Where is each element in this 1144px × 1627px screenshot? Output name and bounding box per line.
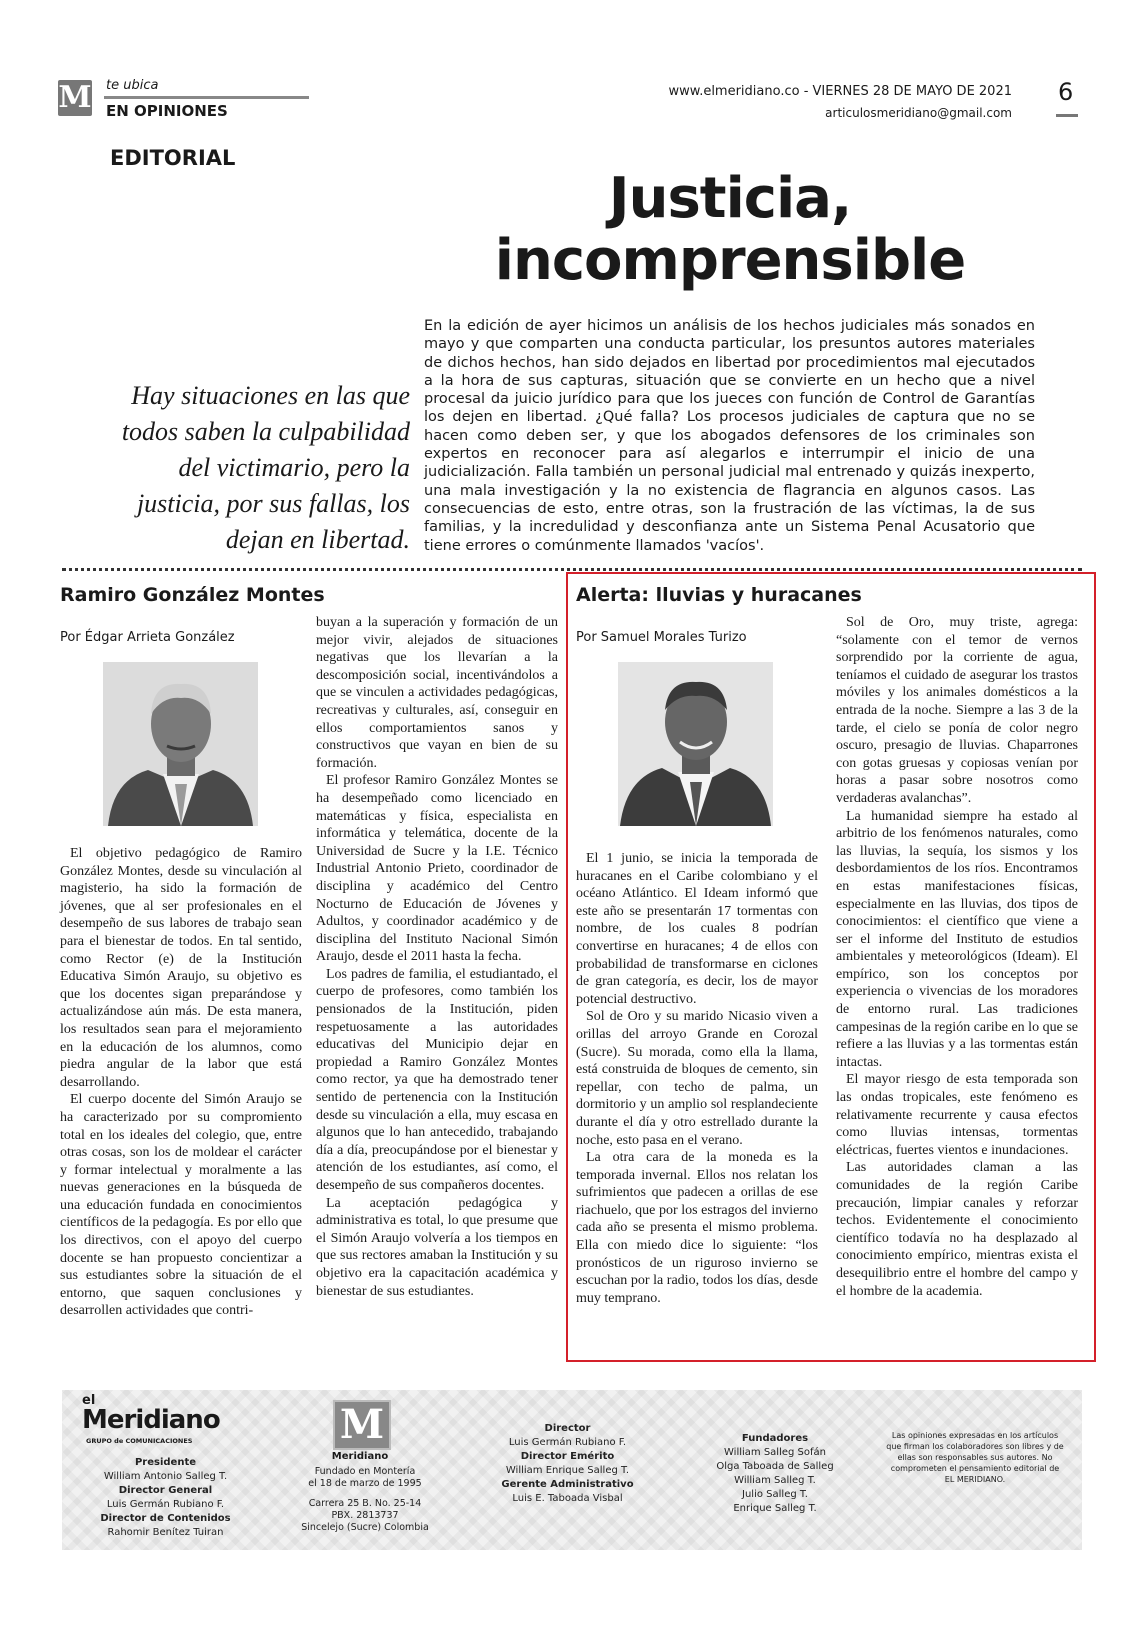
emblem-name: Meridiano <box>331 1451 389 1462</box>
person-name: William Salleg Sofán <box>724 1447 826 1458</box>
page-number-underline <box>1056 114 1078 117</box>
paragraph: Sol de Oro, muy triste, agrega: “solamente con el temor de vernos sorprendido por la corriente de agua, teníamos el cuidado de asegurar los trastos móviles y los animales domésticos a la entrada de la noche. Siempre a las 3 de la tarde, el cielo se ponía de color negro oscuro, presagio de lluvias. Chaparrones con gotas gruesas y copiosas venían por horas a pasar sobre nosotros como verdaderas avalanchas”. <box>836 615 1078 806</box>
tagline: te ubica <box>106 78 159 93</box>
footer-founders <box>695 1432 855 1516</box>
brand-prefix: el <box>82 1393 96 1408</box>
address-line: Sincelejo (Sucre) Colombia <box>301 1522 429 1533</box>
editorial-body: En la edición de ayer hicimos un análisis de los hechos judiciales más sonados en mayo y que comparten una conducta particular, los presuntos autores materiales de dichos hechos, han sido dejados en libertad por procedimientos mal ejecutados a la hora de sus capturas, situación que se convierte en un hecho que a nivel procesal da juicio jurídico para que los jueces con función de Control de Garantías los dejen en libertad. ¿Qué falla? Los procesos judiciales de captura que no se hacen como deben ser, y que los abogados defensores de los criminales son expertos en reconocer para así alegarlos e interrumpir el inicio de una judicialización. Falla también un personal judicial mal entrenado y quizás inexperto, una mala investigación y la no existencia de flagrancia en algunos casos. Las consecuencias de esto, entre otras, son la frustración de las víctimas, la de sus familias, y la incredulidad y desconfianza ante un Sistema Penal Acusatorio que tiene errores o comúnmente llamados 'vacíos'. <box>424 318 1035 554</box>
person-name: Enrique Salleg T. <box>733 1503 817 1514</box>
editorial-label: EDITORIAL <box>110 146 236 170</box>
paragraph: El mayor riesgo de esta temporada son las ondas tropicales, este fenómeno es relativamente recurrente y causa efectos como lluvias intensas, tormentas eléctricas, fuertes vientos e inundaciones. <box>836 1072 1078 1158</box>
paragraph: La aceptación pedagógica y administrativa es total, lo que presume que el Simón Araujo volvería a los tiempos en que sus rectores amaban la Institución y su objetivo era la capacitación académica y bienestar de sus estudiantes. <box>316 1195 558 1299</box>
article-title: Alerta: lluvias y huracanes <box>576 584 862 606</box>
author-photo <box>618 662 773 826</box>
editorial-headline <box>430 168 1030 292</box>
paragraph: buyan a la superación y formación de un mejor vivir, alejados de situaciones negativas que los llevarían a la descomposición social, incentivándolos a que se vinculen a actividades pedagógicas, recreativas y culturales, así, conseguir en ellos comportamientos sanos y constructivos que vayan en bien de su formación. <box>316 615 558 771</box>
role-label: Director <box>544 1423 591 1434</box>
person-name: Luis Germán Rubiano F. <box>106 1499 225 1510</box>
paragraph: Los padres de familia, el estudiantado, el cuerpo de profesores, como también los pensionados de la Institución, piden respetuosamente a las autoridades educativas del Municipio dejar en propiedad a Ramiro González Montes como rector, ya que ha demostrado tener sentido de pertenencia con la Institución desde su vinculación a ella, muy escasa en algunos que lo han antecedido, trabajando día a día, preocupándose por el bienestar y atención de los estudiantes, así como, el desempeño de sus compañeros docentes. <box>316 966 558 1193</box>
person-name: Luis Germán Rubiano F. <box>508 1437 627 1448</box>
paragraph: El profesor Ramiro González Montes se ha desempeñado como licenciado en matemáticas y física, especialista en informática y telemática, docente de la Universidad de Sucre y la I.E. Técnico Industrial Antonio Prieto, coordinador de disciplina y académico del Centro Nocturno de Educación de Jóvenes y Adultos, y coordinador académico y de disciplina del Instituto Nacional Simón Araujo, desde el 2011 hasta la fecha. <box>316 773 558 965</box>
article-column-1 <box>60 845 302 1320</box>
author-photo <box>103 662 258 826</box>
meridiano-logo: M <box>58 80 92 115</box>
paragraph: La humanidad siempre ha estado al arbitrio de los fenómenos naturales, como las lluvias, la sequía, los sismos y los desbordamientos de los ríos. Encontramos en estas manifestaciones físicas, especialmente en las lluvias, dos tipos de conocimientos: el científico que viene a ser el informe del Instituto de estudios ambientales y meteorológicos (Ideam). El empírico, son los conceptos por experiencia o vivencias de los moradores de entorno rural. Las tradiciones campesinas de la región caribe en lo que se refiere a las lluvias y a las tormentas están intactas. <box>836 808 1078 1070</box>
role-label: Director Emérito <box>520 1451 615 1462</box>
footer-executives <box>78 1456 253 1540</box>
role-label: Gerente Administrativo <box>501 1479 634 1490</box>
article-column-2 <box>316 614 558 1300</box>
section-name: EN OPINIONES <box>106 102 228 120</box>
section-divider <box>104 96 309 99</box>
role-label: Fundadores <box>741 1433 809 1444</box>
dotted-divider <box>62 568 1082 571</box>
article-byline: Por Samuel Morales Turizo <box>576 630 747 645</box>
headline-line-1: Justicia, <box>608 166 852 231</box>
paragraph: El 1 junio, se inicia la temporada de huracanes en el Caribe colombiano y el océano Atlántico. El Ideam informó que este año se presentarán 17 tormentas con nombre, de los cuales 8 podrían convertirse en huracanes; 4 de ellos con probabilidad de transformarse en ciclones de gran categoría, es decir, los de mayor potencial destructivo. <box>576 851 818 1007</box>
article-byline: Por Édgar Arrieta González <box>60 630 235 645</box>
brand-subtitle: GRUPO de COMUNICACIONES <box>86 1437 193 1445</box>
person-name: Olga Taboada de Salleg <box>716 1461 834 1472</box>
paragraph: El objetivo pedagógico de Ramiro González Montes, desde su vinculación al magisterio, ha sido la formación de jóvenes, que al ser profesionales en el desempeño de sus labores de trabajo sean para el bienestar de todos. En tal sentido, como Rector (e) de la Institución Educativa Simón Araujo, su objetivo es que los docentes sigan preparándose y actualizándose aún más. De esta manera, los resultados sean para el mejoramiento en la educación de los alumnos, como piedra angular de la labor que está desarrollando. <box>60 846 302 1090</box>
footer-directors <box>480 1422 655 1506</box>
paragraph: La otra cara de la moneda es la temporada invernal. Ellos nos relatan los sufrimientos que padecen a orillas de ese riachuelo, que por los estragos del invierno cada año se presenta el mismo problema. Ella con miedo dice lo siguiente: “los pronósticos de un riguroso invierno se escuchan por la radio, todos los días, desde muy temprano. <box>576 1150 818 1306</box>
address-line: PBX. 2813737 <box>331 1510 399 1521</box>
founded-line: el 18 de marzo de 1995 <box>308 1478 422 1489</box>
article-column-1 <box>576 850 818 1307</box>
person-name: Julio Salleg T. <box>742 1489 808 1500</box>
contact-email: articulosmeridiano@gmail.com <box>825 106 1012 120</box>
role-label: Presidente <box>134 1457 197 1468</box>
person-name: Luis E. Taboada Visbal <box>512 1493 623 1504</box>
person-name: Rahomir Benítez Tuiran <box>107 1527 224 1538</box>
article-title: Ramiro González Montes <box>60 584 325 606</box>
paragraph: Sol de Oro y su marido Nicasio viven a orillas del arroyo Grande en Corozal (Sucre). Su morada, como ella la llama, está construida de bloques de cemento, sin repellar, con techo de palma, un dormitorio y un amplio sol resplandeciente durante el día y otro estrellado durante la noche, esto pasa en el verano. <box>576 1009 818 1148</box>
person-name: William Enrique Salleg T. <box>505 1465 630 1476</box>
page-number: 6 <box>1058 78 1074 106</box>
article-column-2 <box>836 614 1078 1300</box>
person-name: William Antonio Salleg T. <box>103 1471 228 1482</box>
pull-quote: Hay situaciones en las que todos saben la culpabilidad del victimario, pero la justicia, por sus fallas, los dejan en libertad. <box>121 381 410 554</box>
footer-disclaimer: Las opiniones expresadas en los artículos que firman los colaboradores son libres y de ellas son responsables sus autores. No comprometen el pensamiento editorial de EL MERIDIANO. <box>886 1431 1064 1484</box>
paragraph: Las autoridades claman a las comunidades de la región Caribe precaución, limpiar canales y reforzar techos. Evidentemente el conocimiento científico todavía no ha desplazado al conocimiento empírico, mientras exista el desequilibrio entre el hombre del campo y el hombre de la academia. <box>836 1160 1078 1299</box>
role-label: Director de Contenidos <box>100 1513 231 1524</box>
url-date: www.elmeridiano.co - VIERNES 28 DE MAYO DE 2021 <box>668 84 1012 99</box>
meridiano-emblem: M <box>333 1400 391 1450</box>
founded-line: Fundado en Montería <box>314 1466 416 1477</box>
footer-address <box>290 1466 440 1534</box>
paragraph: El cuerpo docente del Simón Araujo se ha caracterizado por su compromiento total en los ideales del colegio, que, entre otras cosas, son los de moldear el carácter y formar intelectual y moralmente a las nuevas generaciones en la búsqueda de una educación fundada en conocimientos científicos de la pedagogía. Es por ello que los directivos, con el apoyo del cuerpo docente se han propuesto concientizar a sus estudiantes sobre la situación de el entorno, que saquen conclusiones y desarrollen actividades que contri- <box>60 1092 302 1319</box>
headline-line-2: incomprensible <box>494 228 966 293</box>
address-line: Carrera 25 B. No. 25-14 <box>308 1498 422 1509</box>
role-label: Director General <box>118 1485 213 1496</box>
person-name: William Salleg T. <box>734 1475 816 1486</box>
brand-logo: Meridiano <box>82 1405 220 1435</box>
